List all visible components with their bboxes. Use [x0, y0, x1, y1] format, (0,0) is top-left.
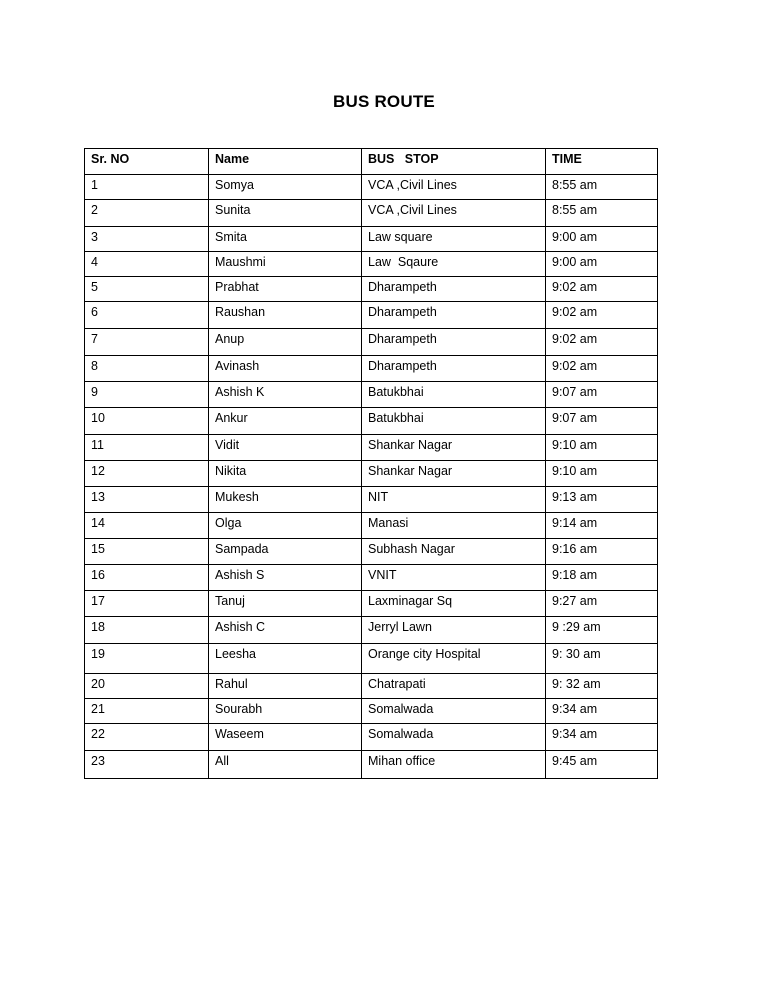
- cell-bus-stop: Somalwada: [362, 724, 546, 751]
- cell-bus-stop: Orange city Hospital: [362, 644, 546, 674]
- cell-sr-no: 6: [85, 302, 209, 329]
- table-row: [85, 751, 658, 779]
- cell-time: 9:00 am: [546, 227, 658, 252]
- cell-bus-stop: Laxminagar Sq: [362, 591, 546, 617]
- cell-time: 9:02 am: [546, 356, 658, 382]
- cell-time: 9:00 am: [546, 252, 658, 277]
- cell-time: 9:07 am: [546, 408, 658, 435]
- cell-bus-stop: Shankar Nagar: [362, 435, 546, 461]
- cell-sr-no: 5: [85, 277, 209, 302]
- cell-sr-no: 11: [85, 435, 209, 461]
- cell-bus-stop: VNIT: [362, 565, 546, 591]
- cell-name: Ashish S: [209, 565, 362, 591]
- cell-sr-no: 1: [85, 175, 209, 200]
- table-row: [85, 513, 658, 539]
- cell-bus-stop: VCA ,Civil Lines: [362, 175, 546, 200]
- table-row: [85, 724, 658, 751]
- cell-bus-stop: VCA ,Civil Lines: [362, 200, 546, 227]
- bus-route-table: [84, 148, 658, 779]
- table-row: [85, 175, 658, 200]
- cell-name: Smita: [209, 227, 362, 252]
- table-row: [85, 277, 658, 302]
- cell-sr-no: 19: [85, 644, 209, 674]
- page-title: BUS ROUTE: [333, 92, 435, 111]
- cell-time: 9 :29 am: [546, 617, 658, 644]
- cell-time: 9:16 am: [546, 539, 658, 565]
- cell-name: Nikita: [209, 461, 362, 487]
- header-bus-stop: BUS STOP: [362, 149, 546, 175]
- cell-sr-no: 7: [85, 329, 209, 356]
- cell-bus-stop: Somalwada: [362, 699, 546, 724]
- cell-bus-stop: Shankar Nagar: [362, 461, 546, 487]
- table-row: [85, 674, 658, 699]
- cell-bus-stop: Batukbhai: [362, 408, 546, 435]
- cell-name: Ashish C: [209, 617, 362, 644]
- cell-time: 8:55 am: [546, 200, 658, 227]
- cell-name: Raushan: [209, 302, 362, 329]
- cell-name: Sourabh: [209, 699, 362, 724]
- cell-bus-stop: Chatrapati: [362, 674, 546, 699]
- table-row: [85, 200, 658, 227]
- cell-bus-stop: Dharampeth: [362, 302, 546, 329]
- cell-name: Ankur: [209, 408, 362, 435]
- cell-time: 9:27 am: [546, 591, 658, 617]
- table-row: [85, 487, 658, 513]
- cell-bus-stop: NIT: [362, 487, 546, 513]
- table-row: [85, 329, 658, 356]
- cell-time: 9: 32 am: [546, 674, 658, 699]
- cell-name: Ashish K: [209, 382, 362, 408]
- table-row: [85, 644, 658, 674]
- cell-sr-no: 17: [85, 591, 209, 617]
- cell-name: Avinash: [209, 356, 362, 382]
- table-row: [85, 435, 658, 461]
- header-sr-no: Sr. NO: [85, 149, 209, 175]
- table-header: [85, 149, 658, 175]
- table-row: [85, 302, 658, 329]
- cell-sr-no: 9: [85, 382, 209, 408]
- cell-sr-no: 15: [85, 539, 209, 565]
- cell-name: Sunita: [209, 200, 362, 227]
- cell-time: 9:34 am: [546, 724, 658, 751]
- cell-bus-stop: Batukbhai: [362, 382, 546, 408]
- cell-bus-stop: Manasi: [362, 513, 546, 539]
- table-row: [85, 461, 658, 487]
- cell-sr-no: 14: [85, 513, 209, 539]
- cell-sr-no: 18: [85, 617, 209, 644]
- cell-name: Leesha: [209, 644, 362, 674]
- cell-bus-stop: Mihan office: [362, 751, 546, 779]
- cell-sr-no: 3: [85, 227, 209, 252]
- cell-name: Anup: [209, 329, 362, 356]
- cell-name: Rahul: [209, 674, 362, 699]
- cell-sr-no: 20: [85, 674, 209, 699]
- cell-sr-no: 4: [85, 252, 209, 277]
- cell-bus-stop: Dharampeth: [362, 277, 546, 302]
- cell-bus-stop: Dharampeth: [362, 356, 546, 382]
- cell-time: 9:10 am: [546, 461, 658, 487]
- table-row: [85, 227, 658, 252]
- cell-name: Mukesh: [209, 487, 362, 513]
- cell-time: 8:55 am: [546, 175, 658, 200]
- cell-time: 9:02 am: [546, 302, 658, 329]
- table-row: [85, 617, 658, 644]
- cell-time: 9:10 am: [546, 435, 658, 461]
- cell-name: Waseem: [209, 724, 362, 751]
- cell-sr-no: 8: [85, 356, 209, 382]
- cell-time: 9: 30 am: [546, 644, 658, 674]
- table-row: [85, 356, 658, 382]
- table-row: [85, 382, 658, 408]
- cell-sr-no: 16: [85, 565, 209, 591]
- cell-time: 9:18 am: [546, 565, 658, 591]
- cell-bus-stop: Jerryl Lawn: [362, 617, 546, 644]
- cell-time: 9:13 am: [546, 487, 658, 513]
- cell-time: 9:07 am: [546, 382, 658, 408]
- cell-bus-stop: Subhash Nagar: [362, 539, 546, 565]
- table-row: [85, 539, 658, 565]
- table-row: [85, 408, 658, 435]
- cell-name: Prabhat: [209, 277, 362, 302]
- cell-time: 9:14 am: [546, 513, 658, 539]
- header-row: [85, 149, 658, 175]
- cell-name: Vidit: [209, 435, 362, 461]
- table-row: [85, 591, 658, 617]
- table-row: [85, 565, 658, 591]
- cell-sr-no: 2: [85, 200, 209, 227]
- cell-sr-no: 13: [85, 487, 209, 513]
- cell-bus-stop: Law Sqaure: [362, 252, 546, 277]
- cell-time: 9:02 am: [546, 277, 658, 302]
- cell-bus-stop: Dharampeth: [362, 329, 546, 356]
- cell-name: Somya: [209, 175, 362, 200]
- cell-name: Tanuj: [209, 591, 362, 617]
- cell-sr-no: 23: [85, 751, 209, 779]
- header-name: Name: [209, 149, 362, 175]
- cell-bus-stop: Law square: [362, 227, 546, 252]
- cell-name: Olga: [209, 513, 362, 539]
- table-row: [85, 699, 658, 724]
- cell-name: Maushmi: [209, 252, 362, 277]
- cell-sr-no: 22: [85, 724, 209, 751]
- table-body: [85, 175, 658, 779]
- cell-time: 9:45 am: [546, 751, 658, 779]
- cell-name: All: [209, 751, 362, 779]
- header-time: TIME: [546, 149, 658, 175]
- cell-sr-no: 21: [85, 699, 209, 724]
- cell-time: 9:02 am: [546, 329, 658, 356]
- cell-sr-no: 10: [85, 408, 209, 435]
- table-row: [85, 252, 658, 277]
- cell-sr-no: 12: [85, 461, 209, 487]
- cell-time: 9:34 am: [546, 699, 658, 724]
- cell-name: Sampada: [209, 539, 362, 565]
